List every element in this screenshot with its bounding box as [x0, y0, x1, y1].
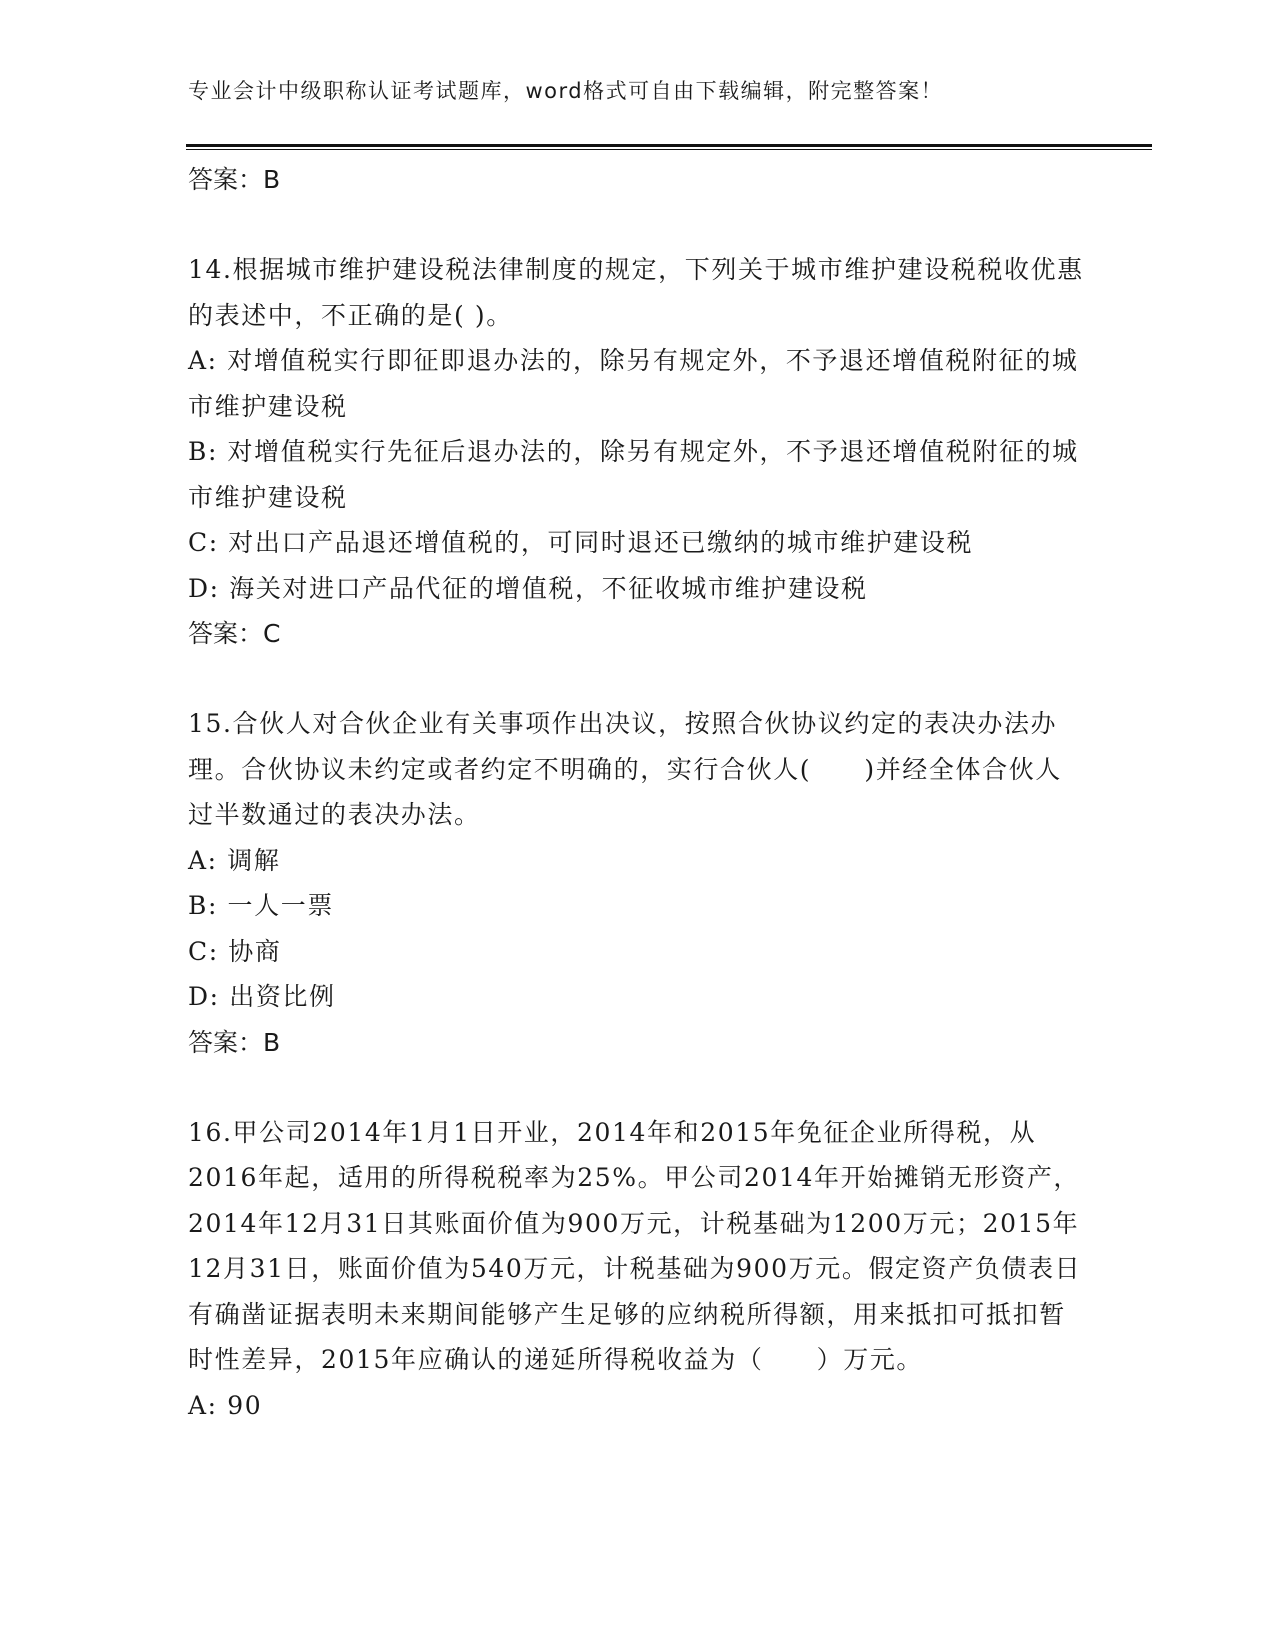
header-rule-thick — [186, 144, 1152, 147]
question-15 — [188, 701, 1088, 1066]
answer: 答案：C — [188, 619, 281, 648]
spacer — [188, 1066, 1088, 1110]
option-d: D: 海关对进口产品代征的增值税，不征收城市维护建设税 — [188, 573, 868, 603]
answer-previous: 答案：B — [188, 165, 281, 194]
option-c: C: 对出口产品退还增值税的，可同时退还已缴纳的城市维护建设税 — [188, 528, 974, 557]
question-14 — [188, 247, 1088, 657]
question-list — [188, 157, 1088, 1428]
page-header: 专业会计中级职称认证考试题库，word格式可自由下载编辑，附完整答案！ — [188, 79, 944, 103]
option-a: A: 90 — [188, 1390, 263, 1420]
option-a: A: 调解 — [188, 845, 281, 875]
option-b: B: 对增值税实行先征后退办法的，除另有规定外，不予退还增值税附征的城市维护建设税 — [188, 437, 1079, 512]
header-rule-thin — [186, 149, 1152, 150]
answer: 答案：B — [188, 1027, 281, 1057]
question-stem: 16.甲公司2014年1月1日开业，2014年和2015年免征企业所得税，从2016年起，适用的所得税税率为25%。甲公司2014年开始摊销无形资产，2014年12月31日其账面价值为900万元，计税基础为1200万元；2015年12月31日，账面价值为540万元，计税基础为900万元。假定资产负债表日有确凿证据表明未来期间能够产生足够的应纳税所得额，用来抵扣可抵扣暂时性差异，2015年应确认的递延所得税收益为（ ）万元。 — [188, 1117, 1082, 1374]
option-d: D: 出资比例 — [188, 982, 336, 1011]
option-b: B: 一人一票 — [188, 891, 334, 920]
question-stem: 15.合伙人对合伙企业有关事项作出决议，按照合伙协议约定的表决办法办理。合伙协议未约定或者约定不明确的，实行合伙人( )并经全体合伙人过半数通过的表决办法。 — [188, 709, 1062, 829]
question-16 — [188, 1110, 1088, 1429]
option-a: A: 对增值税实行即征即退办法的，除另有规定外，不予退还增值税附征的城市维护建设税 — [188, 346, 1079, 421]
spacer — [188, 203, 1088, 247]
option-c: C: 协商 — [188, 936, 282, 966]
spacer — [188, 657, 1088, 701]
question-stem: 14.根据城市维护建设税法律制度的规定，下列关于城市维护建设税税收优惠的表述中，不正确的是( )。 — [188, 255, 1084, 330]
